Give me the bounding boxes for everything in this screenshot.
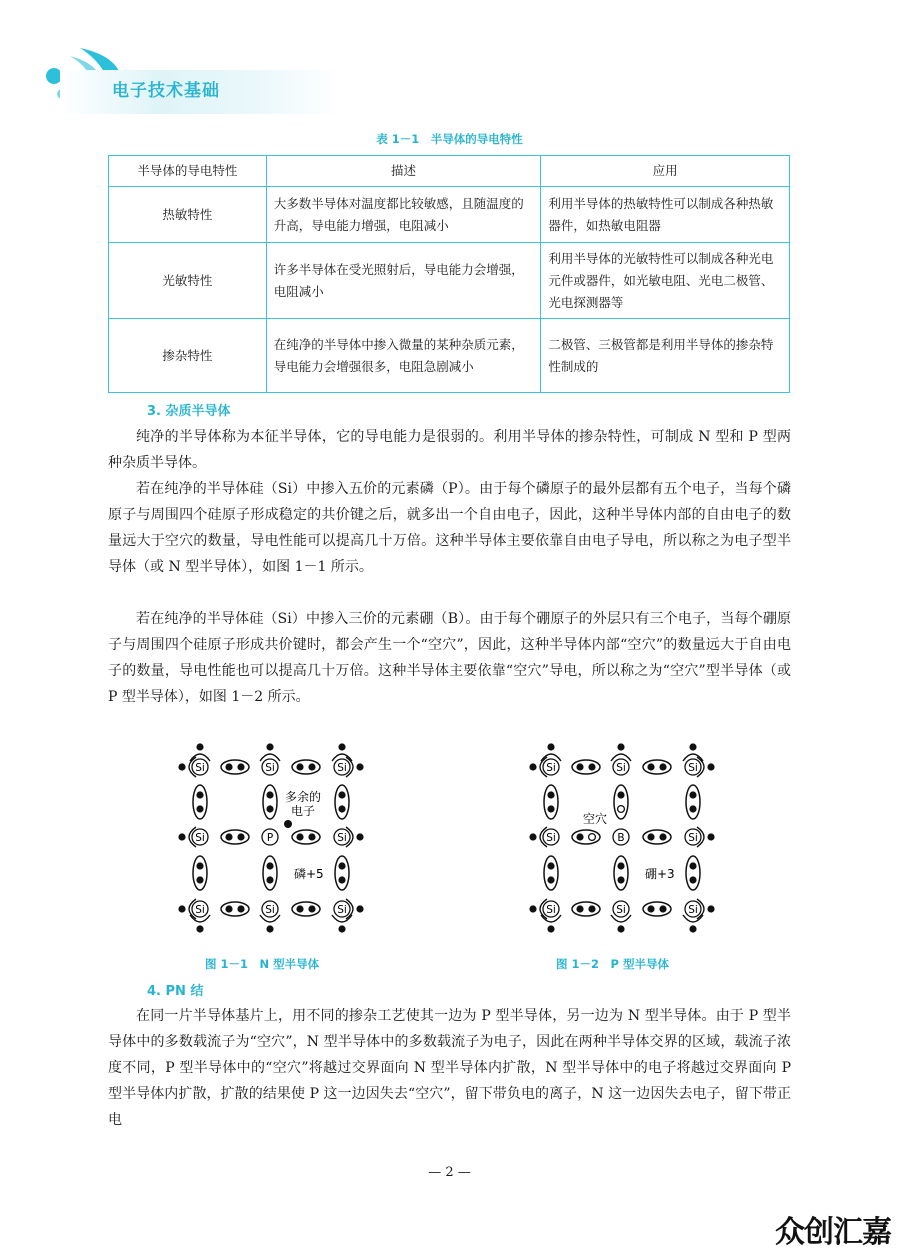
table-cell: 利用半导体的光敏特性可以制成各种光电元件或器件，如光敏电阻、光电二极管、光电探测器等: [541, 243, 790, 319]
electron-dot: [196, 862, 203, 869]
covalent-bond: [643, 830, 671, 844]
paragraph: 纯净的半导体称为本征半导体，它的导电能力是很弱的。利用半导体的掺杂特性，可制成 N 型和 P 型两种杂质半导体。: [108, 429, 791, 471]
covalent-bond: [292, 760, 320, 774]
covalent-bond: [572, 902, 600, 916]
silicon-atom-label: Si: [546, 832, 556, 844]
electron-dot: [576, 763, 583, 770]
excess-electron-label: 多余的: [285, 790, 322, 804]
covalent-bond: [614, 785, 628, 819]
electron-dot: [707, 763, 714, 770]
paragraph: 若在纯净的半导体硅（Si）中掺入五价的元素磷（P）。由于每个磷原子的最外层都有五个电子，当每个磷原子与周围四个硅原子形成稳定的共价键之后，就多出一个自由电子，因此，这种半导体内部的自由电子的数量远大于空穴的数量，导电性能可以提高几十万倍。这种半导体主要依靠自由电子导电，所以称之为电子型半导体（或 N 型半导体），如图 1－1 所示。: [108, 481, 791, 575]
electron-dot: [588, 763, 595, 770]
paragraph: 若在纯净的半导体硅（Si）中掺入三价的元素硼（B）。由于每个硼原子的外层只有三个电子，当每个硼原子与周围四个硅原子形成共价键时，都会产生一个“空穴”，因此，这种半导体内部“空穴”的数量远大于自由电子的数量，导电性能也可以提高几十万倍。这种半导体主要依靠“空穴”导电，所以称之为“空穴”型半导体（或 P 型半导体），如图 1－2 所示。: [108, 611, 791, 705]
covalent-bond: [292, 830, 320, 844]
silicon-atom-label: Si: [688, 904, 698, 916]
silicon-atom-label: Si: [195, 832, 205, 844]
table-header-row: [109, 156, 790, 187]
silicon-atom-label: Si: [265, 904, 275, 916]
electron-dot: [647, 905, 654, 912]
electron-dot: [266, 925, 273, 932]
covalent-bond: [221, 760, 249, 774]
silicon-atom-label: Si: [546, 904, 556, 916]
electron-dot: [196, 876, 203, 883]
figure-p-type: [521, 735, 721, 949]
electron-dot: [547, 925, 554, 932]
electron-dot: [338, 862, 345, 869]
figure-caption: 图 1－2 P 型半导体: [556, 957, 669, 971]
electron-dot: [689, 805, 696, 812]
electron-dot: [617, 743, 624, 750]
covalent-bond: [686, 785, 700, 819]
silicon-atom-label: Si: [195, 762, 205, 774]
electron-dot: [266, 876, 273, 883]
silicon-atom-label: Si: [616, 904, 626, 916]
table-cell: 利用半导体的热敏特性可以制成各种热敏器件，如热敏电阻器: [541, 187, 790, 243]
electron-dot: [588, 905, 595, 912]
table-cell: 二极管、三极管都是利用半导体的掺杂特性制成的: [541, 319, 790, 393]
covalent-bond: [544, 856, 558, 890]
n-type-lattice: [170, 735, 370, 945]
covalent-bond: [263, 785, 277, 819]
p-type-lattice: [521, 735, 721, 945]
table-row: [109, 243, 790, 319]
silicon-atom-label: Si: [688, 762, 698, 774]
silicon-atom-label: Si: [546, 762, 556, 774]
electron-dot: [547, 743, 554, 750]
covalent-bond: [292, 902, 320, 916]
dopant-atom-label: P: [266, 832, 274, 844]
electron-dot: [547, 805, 554, 812]
paragraph: 在同一片半导体基片上，用不同的掺杂工艺使其一边为 P 型半导体，另一边为 N 型半导体。由于 P 型半导体中的多数载流子为“空穴”，N 型半导体中的多数载流子为电子，因此在两种半导体交界的区域，载流子浓度不同，P 型半导体中的“空穴”将越过交界面向 N 型半导体内扩散，N 型半导体中的电子将越过交界面向 P 型半导体内扩散，扩散的结果使 P 这一边因失去“空穴”，留下带负电的离子，N 这一边因失去电子，留下带正电: [108, 1008, 791, 1128]
silicon-atom-label: Si: [688, 832, 698, 844]
covalent-bond: [335, 856, 349, 890]
electron-dot: [647, 833, 654, 840]
dopant-label: 硼+3: [645, 867, 675, 881]
electron-dot: [617, 925, 624, 932]
covalent-bond: [643, 902, 671, 916]
covalent-bond: [614, 856, 628, 890]
electron-dot: [617, 876, 624, 883]
covalent-bond: [686, 856, 700, 890]
electron-dot: [617, 862, 624, 869]
electron-dot: [196, 791, 203, 798]
silicon-atom-label: Si: [337, 904, 347, 916]
electron-dot: [237, 833, 244, 840]
hole-circle: [618, 806, 625, 813]
excess-electron-dot: [284, 820, 292, 828]
electron-dot: [338, 805, 345, 812]
covalent-bond: [221, 902, 249, 916]
electron-dot: [547, 876, 554, 883]
electron-dot: [196, 743, 203, 750]
electron-dot: [296, 763, 303, 770]
watermark-logo: 众创汇嘉: [775, 1215, 891, 1250]
electron-dot: [689, 925, 696, 932]
conductivity-table: [108, 155, 790, 393]
electron-dot: [659, 833, 666, 840]
electron-dot: [529, 905, 536, 912]
covalent-bond: [335, 785, 349, 819]
table-cell: 热敏特性: [109, 187, 267, 243]
electron-dot: [225, 763, 232, 770]
electron-dot: [308, 905, 315, 912]
electron-dot: [296, 833, 303, 840]
header-title: 电子技术基础: [112, 81, 220, 101]
electron-dot: [266, 743, 273, 750]
table-cell: 掺杂特性: [109, 319, 267, 393]
electron-dot: [547, 862, 554, 869]
electron-dot: [338, 925, 345, 932]
electron-dot: [308, 833, 315, 840]
electron-dot: [266, 862, 273, 869]
silicon-atom-label: Si: [337, 762, 347, 774]
electron-dot: [529, 763, 536, 770]
electron-dot: [356, 833, 363, 840]
figure-n-type: [170, 735, 370, 949]
covalent-bond: [544, 785, 558, 819]
electron-dot: [178, 905, 185, 912]
hole-label: 空穴: [583, 812, 608, 826]
electron-dot: [196, 925, 203, 932]
section-heading: 3. 杂质半导体: [147, 404, 231, 419]
electron-dot: [659, 905, 666, 912]
electron-dot: [225, 905, 232, 912]
electron-dot: [237, 905, 244, 912]
silicon-atom-label: Si: [265, 762, 275, 774]
covalent-bond: [643, 760, 671, 774]
electron-dot: [308, 763, 315, 770]
electron-dot: [689, 876, 696, 883]
electron-dot: [225, 833, 232, 840]
covalent-bond: [221, 830, 249, 844]
table-header-cell: 描述: [266, 156, 541, 187]
table-header-cell: 半导体的导电特性: [109, 156, 267, 187]
silicon-atom-label: Si: [616, 762, 626, 774]
electron-dot: [178, 833, 185, 840]
electron-dot: [576, 833, 583, 840]
covalent-bond: [263, 856, 277, 890]
electron-dot: [338, 743, 345, 750]
table-cell: 大多数半导体对温度都比较敏感，且随温度的升高，导电能力增强，电阻减小: [266, 187, 541, 243]
electron-dot: [689, 791, 696, 798]
page-header: [0, 38, 340, 113]
electron-dot: [647, 763, 654, 770]
covalent-bond: [193, 785, 207, 819]
table-header-cell: 应用: [541, 156, 790, 187]
covalent-bond: [193, 856, 207, 890]
electron-dot: [707, 833, 714, 840]
dopant-label: 磷+5: [294, 867, 324, 881]
electron-dot: [237, 763, 244, 770]
table-cell: 在纯净的半导体中掺入微量的某种杂质元素，导电能力会增强很多，电阻急剧减小: [266, 319, 541, 393]
table-cell: 光敏特性: [109, 243, 267, 319]
electron-dot: [266, 791, 273, 798]
excess-electron-label: 电子: [291, 804, 316, 818]
electron-dot: [689, 862, 696, 869]
section-heading: 4. PN 结: [147, 984, 204, 999]
electron-dot: [529, 833, 536, 840]
covalent-bond: [572, 760, 600, 774]
page-number: — 2 —: [428, 1165, 471, 1180]
electron-dot: [338, 876, 345, 883]
table-cell: 许多半导体在受光照射后，导电能力会增强，电阻减小: [266, 243, 541, 319]
electron-dot: [338, 791, 345, 798]
table-row: [109, 187, 790, 243]
figure-caption: 图 1－1 N 型半导体: [205, 957, 320, 971]
electron-dot: [296, 905, 303, 912]
silicon-atom-label: Si: [337, 832, 347, 844]
silicon-atom-label: Si: [195, 904, 205, 916]
electron-dot: [356, 905, 363, 912]
electron-dot: [356, 763, 363, 770]
electron-dot: [659, 763, 666, 770]
dopant-atom-label: B: [617, 832, 625, 844]
electron-dot: [547, 791, 554, 798]
table-row: [109, 319, 790, 393]
electron-dot: [617, 791, 624, 798]
electron-dot: [196, 805, 203, 812]
hole-circle: [589, 834, 596, 841]
electron-dot: [576, 905, 583, 912]
table-caption: 表 1－1 半导体的导电特性: [376, 132, 523, 146]
electron-dot: [266, 805, 273, 812]
electron-dot: [178, 763, 185, 770]
electron-dot: [689, 743, 696, 750]
electron-dot: [707, 905, 714, 912]
